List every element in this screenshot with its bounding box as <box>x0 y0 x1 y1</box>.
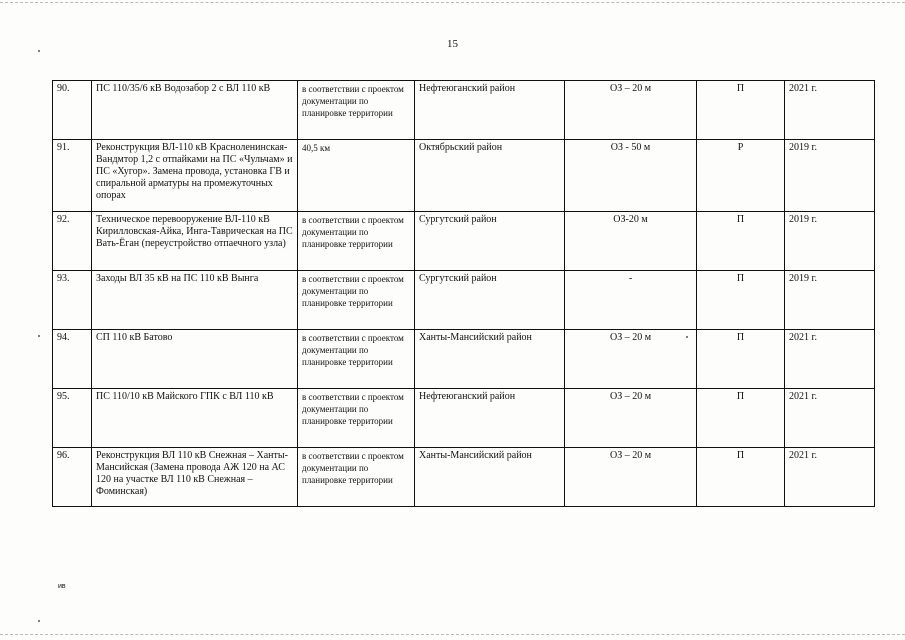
object-status: П <box>697 81 785 140</box>
district: Сургутский район <box>415 271 565 330</box>
object-name: Реконструкция ВЛ-110 кВ Красноленинская-Вандмтор 1,2 с отпайками на ПС «Чульчам» и ПС «Хугор». Замена провода, установка ГВ и спиральной арматуры на промежуточных опорах <box>92 140 298 212</box>
object-size: в соответствии с проектом документации по планировке территории <box>298 212 415 271</box>
implementation-year: 2019 г. <box>785 140 875 212</box>
row-number: 94. <box>53 330 92 389</box>
object-size: в соответствии с проектом документации по планировке территории <box>298 271 415 330</box>
page-number: 15 <box>447 38 458 50</box>
table-row <box>53 330 875 389</box>
object-status: П <box>697 389 785 448</box>
table-row <box>53 212 875 271</box>
object-status: П <box>697 271 785 330</box>
object-name: Заходы ВЛ 35 кВ на ПС 110 кВ Вынга <box>92 271 298 330</box>
district: Ханты-Мансийский район <box>415 448 565 507</box>
scan-speck <box>38 50 40 52</box>
scan-bottom-edge <box>0 634 905 635</box>
protection-zone: ОЗ - 50 м <box>565 140 697 212</box>
row-number: 91. <box>53 140 92 212</box>
protection-zone: ОЗ-20 м <box>565 212 697 271</box>
object-name: ПС 110/10 кВ Майского ГПК с ВЛ 110 кВ <box>92 389 298 448</box>
implementation-year: 2021 г. <box>785 389 875 448</box>
district: Нефтеюганский район <box>415 81 565 140</box>
scan-speck <box>38 335 40 337</box>
table-row <box>53 140 875 212</box>
implementation-year: 2021 г. <box>785 330 875 389</box>
protection-zone: ОЗ – 20 м <box>565 330 697 389</box>
object-status: П <box>697 212 785 271</box>
district: Октябрьский район <box>415 140 565 212</box>
implementation-year: 2019 г. <box>785 271 875 330</box>
district: Сургутский район <box>415 212 565 271</box>
protection-zone: ОЗ – 20 м <box>565 448 697 507</box>
object-name: СП 110 кВ Батово <box>92 330 298 389</box>
protection-zone: ОЗ – 20 м <box>565 81 697 140</box>
protection-zone: - <box>565 271 697 330</box>
table-row <box>53 81 875 140</box>
registry-table <box>52 80 875 507</box>
district: Нефтеюганский район <box>415 389 565 448</box>
object-size: 40,5 км <box>298 140 415 212</box>
object-name: ПС 110/35/6 кВ Водозабор 2 с ВЛ 110 кВ <box>92 81 298 140</box>
table-row <box>53 448 875 507</box>
table-row <box>53 271 875 330</box>
object-size: в соответствии с проектом документации по планировке территории <box>298 330 415 389</box>
protection-zone: ОЗ – 20 м <box>565 389 697 448</box>
scan-speck <box>686 336 688 338</box>
implementation-year: 2021 г. <box>785 448 875 507</box>
object-size: в соответствии с проектом документации по планировке территории <box>298 81 415 140</box>
row-number: 95. <box>53 389 92 448</box>
implementation-year: 2021 г. <box>785 81 875 140</box>
object-name: Техническое перевооружение ВЛ-110 кВ Кирилловская-Айка, Инга-Таврическая на ПС Вать-Ёган (переустройство отпаечного узла) <box>92 212 298 271</box>
table-row <box>53 389 875 448</box>
district: Ханты-Мансийский район <box>415 330 565 389</box>
object-size: в соответствии с проектом документации по планировке территории <box>298 389 415 448</box>
object-name: Реконструкция ВЛ 110 кВ Снежная – Ханты-Мансийская (Замена провода АЖ 120 на АС 120 на участке ВЛ 110 кВ Снежная – Фоминская) <box>92 448 298 507</box>
row-number: 96. <box>53 448 92 507</box>
registry-table-body <box>53 81 875 507</box>
implementation-year: 2019 г. <box>785 212 875 271</box>
scan-speck <box>38 620 40 622</box>
footer-mark: ив <box>58 583 66 590</box>
row-number: 90. <box>53 81 92 140</box>
row-number: 92. <box>53 212 92 271</box>
object-status: П <box>697 448 785 507</box>
object-size: в соответствии с проектом документации по планировке территории <box>298 448 415 507</box>
row-number: 93. <box>53 271 92 330</box>
object-status: Р <box>697 140 785 212</box>
scan-top-edge <box>0 2 905 3</box>
object-status: П <box>697 330 785 389</box>
